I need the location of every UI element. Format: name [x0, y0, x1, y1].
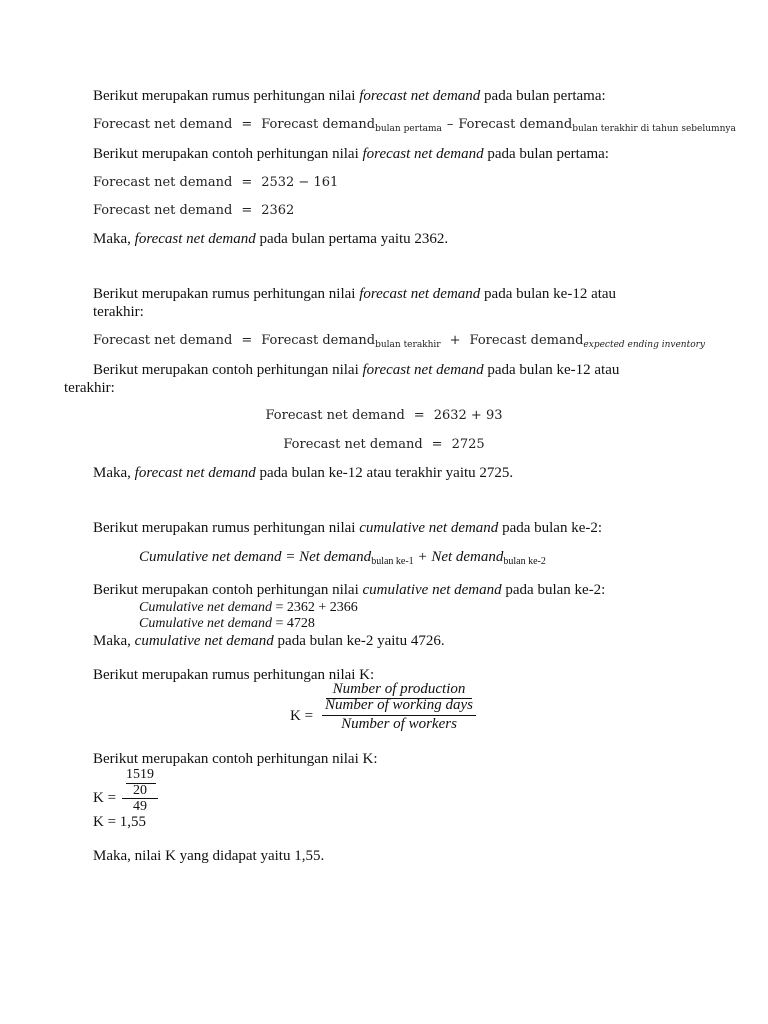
- intro-text: pada bulan pertama:: [480, 88, 606, 104]
- k-example-result: [93, 813, 146, 831]
- k-example-intro: Berikut merupakan contoh perhitungan nilai K:: [93, 751, 378, 767]
- conclusion-term: cumulative net demand: [134, 633, 274, 649]
- example-rhs: 2532 − 161: [261, 175, 339, 190]
- conclusion-text: Maka,: [93, 231, 135, 247]
- cumulative-conclusion: [93, 632, 445, 650]
- intro-term: forecast net demand: [359, 88, 481, 104]
- intro-term: forecast net demand: [362, 146, 484, 162]
- k-formula-lhs: K =: [290, 708, 314, 724]
- k-conclusion: Maka, nilai K yang didapat yaitu 1,55.: [93, 848, 325, 864]
- formula-term-a: Forecast demand: [261, 117, 376, 132]
- formula-term-b: Forecast demand: [458, 117, 573, 132]
- formula-operator: +: [449, 333, 461, 348]
- intro-text: Berikut merupakan contoh perhitungan nilai: [93, 362, 363, 378]
- formula-lhs: Forecast net demand: [93, 333, 233, 348]
- intro-text: pada bulan ke-12 atau: [483, 362, 620, 378]
- example-lhs: Forecast net demand: [283, 437, 423, 452]
- conclusion-text: pada bulan ke-2 yaitu 4726.: [273, 633, 445, 649]
- formula-lhs: Forecast net demand: [93, 117, 233, 132]
- example-equals: =: [241, 175, 253, 190]
- forecast-first-example-step-2: [93, 202, 294, 220]
- intro-text: pada bulan ke-2:: [501, 582, 606, 598]
- intro-term: cumulative net demand: [362, 582, 502, 598]
- example-lhs: Forecast net demand: [265, 408, 405, 423]
- example-rhs: 2362 + 2366: [286, 600, 358, 615]
- example-rhs: 2725: [451, 437, 485, 452]
- example-rhs: 2632 + 93: [433, 408, 503, 423]
- example-equals: =: [413, 408, 425, 423]
- example-lhs: Cumulative net demand: [139, 600, 272, 615]
- intro-term: forecast net demand: [359, 286, 481, 302]
- k-formula-intro: Berikut merupakan rumus perhitungan nilai K:: [93, 667, 375, 683]
- formula-term-a: Net demand: [299, 549, 372, 565]
- intro-text: Berikut merupakan contoh perhitungan nilai: [93, 582, 363, 598]
- formula-subscript-a: bulan pertama: [375, 124, 442, 134]
- forecast-last-example-step-1: [0, 407, 768, 425]
- forecast-first-conclusion: [93, 230, 448, 248]
- formula-equals: =: [241, 117, 253, 132]
- forecast-first-example-step-1: [93, 174, 338, 192]
- intro-text: Berikut merupakan contoh perhitungan nilai: [93, 146, 363, 162]
- forecast-last-formula: [93, 332, 705, 354]
- conclusion-text: pada bulan ke-12 atau terakhir yaitu 2725.: [255, 465, 514, 481]
- formula-subscript-a: bulan ke-1: [371, 556, 414, 567]
- formula-term-b: Forecast demand: [469, 333, 584, 348]
- k-example-middle: 20: [133, 783, 147, 798]
- intro-text: Berikut merupakan rumus perhitungan nilai: [93, 286, 360, 302]
- formula-subscript-a: bulan terakhir: [375, 340, 441, 350]
- forecast-last-conclusion: [93, 464, 513, 482]
- example-lhs: K =: [93, 814, 117, 830]
- formula-operator: –: [446, 117, 454, 132]
- intro-text: Berikut merupakan rumus perhitungan nilai: [93, 88, 360, 104]
- formula-term-b: Net demand: [431, 549, 504, 565]
- forecast-first-example-intro: [93, 145, 609, 163]
- k-formula-denominator: Number of workers: [341, 716, 457, 732]
- example-rhs: 4728: [286, 616, 315, 631]
- example-lhs: Forecast net demand: [93, 175, 233, 190]
- formula-term-a: Forecast demand: [261, 333, 376, 348]
- cumulative-example-intro: [93, 581, 605, 599]
- formula-lhs: Cumulative net demand: [139, 549, 282, 565]
- k-example-denominator: 49: [133, 799, 147, 814]
- example-equals: =: [241, 203, 253, 218]
- k-formula-numerator: Number of production: [332, 681, 466, 697]
- example-equals: =: [431, 437, 443, 452]
- formula-equals: =: [241, 333, 253, 348]
- example-rhs: 2362: [261, 203, 295, 218]
- forecast-last-example-intro: [93, 361, 619, 379]
- cumulative-formula-intro: [93, 519, 602, 537]
- formula-subscript-b: bulan terakhir di tahun sebelumnya: [572, 124, 736, 134]
- intro-text: pada bulan ke-2:: [498, 520, 603, 536]
- k-formula-middle: Number of working days: [325, 697, 473, 713]
- formula-operator: +: [417, 549, 428, 565]
- conclusion-text: Maka,: [93, 633, 135, 649]
- intro-text: Berikut merupakan rumus perhitungan nilai: [93, 520, 360, 536]
- intro-term: forecast net demand: [362, 362, 484, 378]
- conclusion-term: forecast net demand: [134, 231, 256, 247]
- k-example-lhs: K =: [93, 790, 117, 806]
- forecast-first-formula-intro: [93, 87, 606, 105]
- intro-text: pada bulan pertama:: [483, 146, 609, 162]
- cumulative-formula: [139, 548, 546, 571]
- formula-equals: =: [285, 549, 296, 565]
- forecast-last-formula-intro: [93, 285, 616, 303]
- conclusion-text: Maka,: [93, 465, 135, 481]
- forecast-last-formula-intro-cont: terakhir:: [93, 304, 144, 320]
- example-equals: =: [275, 616, 284, 631]
- cumulative-example-step-2: [139, 615, 315, 633]
- forecast-last-example-step-2: [0, 436, 768, 454]
- example-rhs: 1,55: [119, 814, 147, 830]
- conclusion-term: forecast net demand: [134, 465, 256, 481]
- intro-text: pada bulan ke-12 atau: [480, 286, 617, 302]
- example-equals: =: [275, 600, 284, 615]
- forecast-last-example-intro-cont: terakhir:: [64, 380, 115, 396]
- intro-term: cumulative net demand: [359, 520, 499, 536]
- conclusion-text: pada bulan pertama yaitu 2362.: [255, 231, 449, 247]
- example-lhs: Cumulative net demand: [139, 616, 272, 631]
- formula-subscript-b: expected ending inventory: [583, 340, 706, 350]
- forecast-first-formula: [93, 116, 736, 138]
- example-lhs: Forecast net demand: [93, 203, 233, 218]
- formula-subscript-b: bulan ke-2: [503, 556, 546, 567]
- k-example-numerator: 1519: [126, 767, 154, 782]
